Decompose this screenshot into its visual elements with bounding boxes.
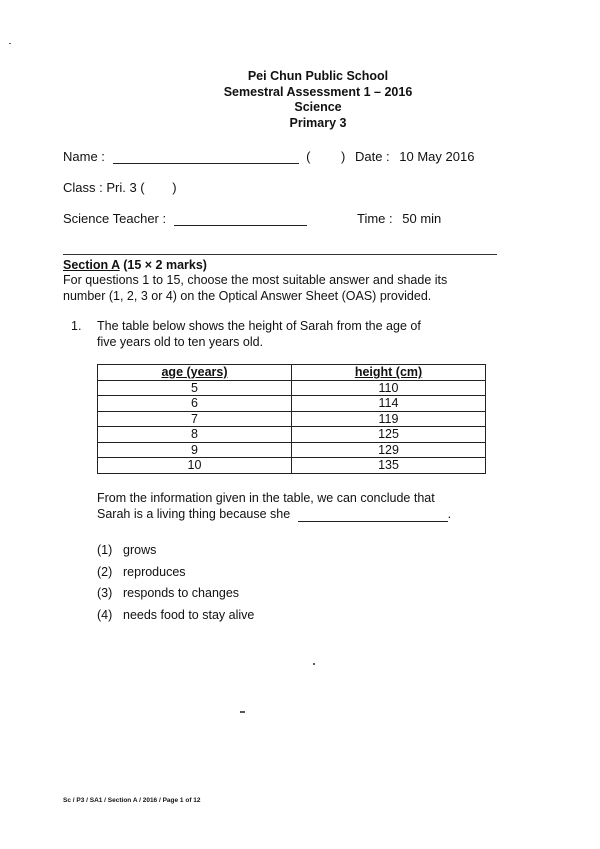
conclusion-line-2: Sarah is a living thing because she . bbox=[97, 506, 452, 521]
table-row bbox=[98, 442, 486, 458]
table-row bbox=[98, 427, 486, 443]
option-number: (3) bbox=[97, 586, 113, 600]
question-number: 1. bbox=[71, 319, 82, 333]
height-cell: 114 bbox=[292, 396, 486, 412]
answer-blank bbox=[298, 509, 448, 522]
document-header bbox=[0, 69, 600, 131]
table-row bbox=[98, 396, 486, 412]
age-cell: 8 bbox=[98, 427, 292, 443]
height-table bbox=[97, 364, 486, 474]
height-cell: 125 bbox=[292, 427, 486, 443]
scan-speck bbox=[240, 711, 245, 713]
age-cell: 5 bbox=[98, 380, 292, 396]
table-header-row bbox=[98, 365, 486, 381]
section-marks: (15 × 2 marks) bbox=[123, 258, 207, 272]
page-footer: Sc / P3 / SA1 / Section A / 2016 / Page 1 of 12 bbox=[63, 797, 201, 804]
age-cell: 7 bbox=[98, 411, 292, 427]
option-4[interactable] bbox=[97, 608, 254, 622]
section-heading bbox=[63, 258, 207, 272]
age-cell: 10 bbox=[98, 458, 292, 474]
option-text: responds to changes bbox=[123, 586, 240, 600]
instruction-line-1: For questions 1 to 15, choose the most suitable answer and shade its bbox=[63, 273, 448, 287]
conclusion-line-1: From the information given in the table, we can conclude that bbox=[97, 491, 435, 505]
age-cell: 9 bbox=[98, 442, 292, 458]
date-value: 10 May 2016 bbox=[399, 149, 475, 164]
option-text: reproduces bbox=[123, 565, 186, 579]
register-paren-close: ) bbox=[341, 149, 346, 164]
option-text: grows bbox=[123, 543, 157, 557]
blank-full-stop: . bbox=[447, 506, 452, 521]
option-1[interactable] bbox=[97, 543, 156, 557]
instruction-line-2: number (1, 2, 3 or 4) on the Optical Answer Sheet (OAS) provided. bbox=[63, 288, 432, 303]
school-name: Pei Chun Public School bbox=[247, 69, 389, 83]
option-text: needs food to stay alive bbox=[123, 608, 255, 622]
height-cell: 110 bbox=[292, 380, 486, 396]
section-title: Section A bbox=[63, 258, 120, 272]
question-conclusion bbox=[97, 491, 451, 522]
name-label: Name : bbox=[63, 149, 105, 164]
class-label: Class : Pri. 3 ( bbox=[63, 180, 145, 195]
level-title: Primary 3 bbox=[289, 115, 347, 130]
date-label: Date : bbox=[354, 149, 390, 164]
age-cell: 6 bbox=[98, 396, 292, 412]
header-divider bbox=[63, 254, 497, 255]
teacher-label: Science Teacher : bbox=[63, 211, 167, 226]
question-stem bbox=[97, 319, 421, 350]
option-3[interactable] bbox=[97, 586, 239, 600]
class-field-row bbox=[63, 180, 177, 195]
column-header-height: height (cm) bbox=[292, 365, 486, 381]
table-row bbox=[98, 411, 486, 427]
column-header-age: age (years) bbox=[98, 365, 292, 381]
class-paren-close: ) bbox=[172, 180, 177, 195]
name-field-row bbox=[63, 149, 311, 164]
scan-speck bbox=[313, 663, 315, 665]
assessment-title: Semestral Assessment 1 – 2016 bbox=[223, 84, 413, 99]
table-row bbox=[98, 458, 486, 474]
teacher-field-row bbox=[63, 211, 307, 226]
teacher-blank[interactable] bbox=[174, 225, 307, 226]
option-number: (1) bbox=[97, 543, 113, 557]
register-paren-open: ( bbox=[306, 149, 311, 164]
height-cell: 119 bbox=[292, 411, 486, 427]
option-number: (4) bbox=[97, 608, 113, 622]
height-cell: 135 bbox=[292, 458, 486, 474]
question-stem-line-2: five years old to ten years old. bbox=[97, 334, 264, 349]
table-row bbox=[98, 380, 486, 396]
date-row bbox=[341, 149, 474, 164]
question-stem-line-1: The table below shows the height of Sarah from the age of bbox=[97, 319, 421, 333]
time-row bbox=[357, 211, 441, 226]
section-instructions bbox=[63, 273, 447, 304]
time-value: 50 min bbox=[402, 211, 442, 226]
time-label: Time : bbox=[357, 211, 393, 226]
height-cell: 129 bbox=[292, 442, 486, 458]
scan-speck bbox=[9, 43, 11, 44]
option-number: (2) bbox=[97, 565, 113, 579]
option-2[interactable] bbox=[97, 565, 186, 579]
name-blank[interactable] bbox=[113, 163, 299, 164]
subject-title: Science bbox=[294, 100, 342, 114]
